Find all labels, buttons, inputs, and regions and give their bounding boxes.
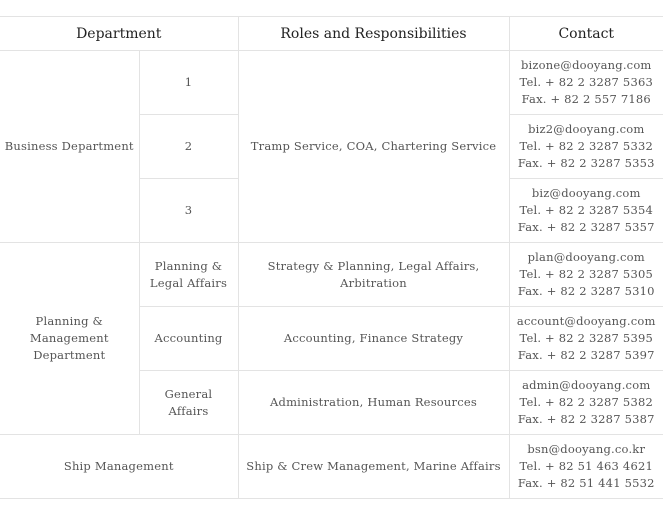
business-team-1-contact: [509, 51, 663, 115]
contact-fax: Fax. + 82 2 3287 5357: [517, 220, 655, 234]
planning-team-legal: Planning & Legal Affairs: [139, 243, 238, 307]
contact-email[interactable]: biz2@dooyang.com: [528, 122, 645, 136]
contact-tel: Tel. + 82 2 3287 5363: [519, 75, 653, 89]
planning-team-general: General Affairs: [139, 371, 238, 435]
planning-team-general-roles: Administration, Human Resources: [238, 371, 509, 435]
contact-email[interactable]: plan@dooyang.com: [527, 250, 645, 264]
contact-email[interactable]: biz@dooyang.com: [531, 186, 641, 200]
planning-team-legal-roles: Strategy & Planning, Legal Affairs, Arbitration: [238, 243, 509, 307]
contact-email[interactable]: admin@dooyang.com: [522, 378, 651, 392]
business-team-1: 1: [139, 51, 238, 115]
contact-tel: Tel. + 82 2 3287 5354: [519, 203, 653, 217]
contact-tel: Tel. + 82 2 3287 5395: [519, 331, 653, 345]
header-roles: Roles and Responsibilities: [238, 17, 509, 51]
department-contact-table: [0, 16, 663, 499]
business-team-2-contact: [509, 115, 663, 179]
planning-team-accounting: Accounting: [139, 307, 238, 371]
contact-fax: Fax. + 82 2 557 7186: [521, 92, 651, 106]
planning-team-legal-contact: [509, 243, 663, 307]
contact-email[interactable]: account@dooyang.com: [516, 314, 656, 328]
table-row: [0, 435, 663, 499]
table-row: [0, 51, 663, 115]
contact-tel: Tel. + 82 2 3287 5305: [519, 267, 653, 281]
planning-team-accounting-contact: [509, 307, 663, 371]
business-department-name: Business Department: [0, 51, 139, 243]
contact-tel: Tel. + 82 51 463 4621: [519, 459, 653, 473]
contact-fax: Fax. + 82 51 441 5532: [517, 476, 655, 490]
table-header-row: [0, 17, 663, 51]
contact-tel: Tel. + 82 2 3287 5332: [519, 139, 653, 153]
table-row: [0, 243, 663, 307]
header-department: Department: [0, 17, 238, 51]
planning-team-accounting-roles: Accounting, Finance Strategy: [238, 307, 509, 371]
ship-management-contact: [509, 435, 663, 499]
contact-email[interactable]: bizone@dooyang.com: [520, 58, 652, 72]
header-contact: Contact: [509, 17, 663, 51]
business-roles: Tramp Service, COA, Chartering Service: [238, 51, 509, 243]
contact-fax: Fax. + 82 2 3287 5353: [517, 156, 655, 170]
contact-fax: Fax. + 82 2 3287 5397: [517, 348, 655, 362]
business-team-3-contact: [509, 179, 663, 243]
contact-fax: Fax. + 82 2 3287 5310: [517, 284, 655, 298]
contact-fax: Fax. + 82 2 3287 5387: [517, 412, 655, 426]
business-team-3: 3: [139, 179, 238, 243]
planning-department-name: Planning & Management Department: [0, 243, 139, 435]
contact-tel: Tel. + 82 2 3287 5382: [519, 395, 653, 409]
contact-email[interactable]: bsn@dooyang.co.kr: [527, 442, 646, 456]
planning-team-general-contact: [509, 371, 663, 435]
business-team-2: 2: [139, 115, 238, 179]
ship-management-roles: Ship & Crew Management, Marine Affairs: [238, 435, 509, 499]
ship-management-name: Ship Management: [0, 435, 238, 499]
